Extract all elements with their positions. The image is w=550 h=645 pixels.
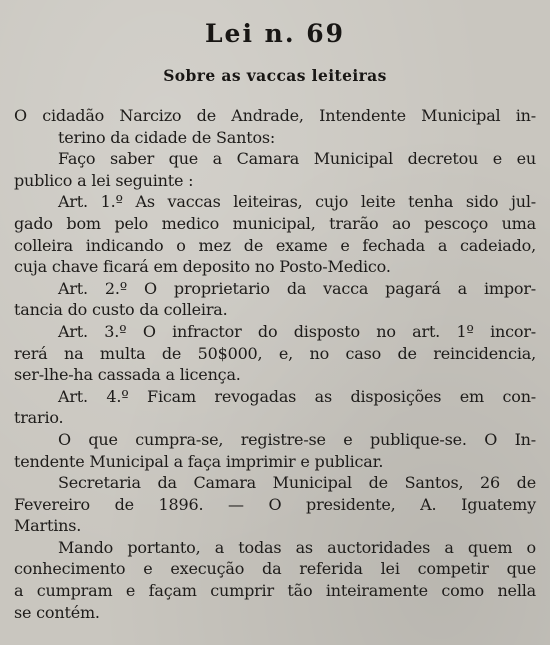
text-line: tancia do custo da colleira. (14, 300, 228, 320)
text-line: cuja chave ficará em deposito no Posto-Medico. (14, 257, 391, 277)
text-line: Art. 2.º O proprietario da vacca pagará a impor- (58, 278, 536, 298)
text-line: publico a lei seguinte : (14, 170, 194, 190)
text-line: Martins. (14, 516, 82, 536)
text-line: Faço saber que a Camara Municipal decretou e eu (58, 149, 536, 169)
text-line: colleira indicando o mez de exame e fechada a cadeiado, (14, 235, 536, 255)
text-line: Mando portanto, a todas as auctoridades a quem o (58, 537, 536, 557)
text-line: a cumpram e façam cumprir tão inteiramente como nella (14, 581, 536, 601)
law-title: Lei n. 69 (204, 19, 346, 48)
text-line: Art. 3.º O infractor do disposto no art. 1º incor- (58, 321, 536, 341)
text-line: trario. (14, 408, 64, 428)
text-line: Fevereiro de 1896. — O presidente, A. Iguatemy (14, 494, 536, 514)
text-line: terino da cidade de Santos: (58, 127, 276, 147)
text-line: gado bom pelo medico municipal, trarão ao pescoço uma (14, 213, 536, 233)
text-line: O que cumpra-se, registre-se e publique-se. O In- (58, 429, 536, 449)
text-line: Secretaria da Camara Municipal de Santos, 26 de (58, 473, 536, 493)
text-line: Art. 1.º As vaccas leiteiras, cujo leite tenha sido jul- (58, 192, 536, 212)
text-line: conhecimento e execução da referida lei competir que (14, 559, 536, 579)
law-subtitle: Sobre as vaccas leiteiras (163, 66, 387, 85)
text-line: Art. 4.º Ficam revogadas as disposições em con- (58, 386, 536, 406)
text-line: ser-lhe-ha cassada a licença. (14, 365, 241, 385)
text-line: O cidadão Narcizo de Andrade, Intendente Municipal in- (14, 106, 536, 125)
text-line: se contém. (14, 602, 100, 622)
law-body (14, 105, 536, 623)
text-line: tendente Municipal a faça imprimir e publicar. (14, 451, 384, 471)
text-line: rerá na multa de 50$000, e, no caso de reincidencia, (14, 343, 536, 363)
